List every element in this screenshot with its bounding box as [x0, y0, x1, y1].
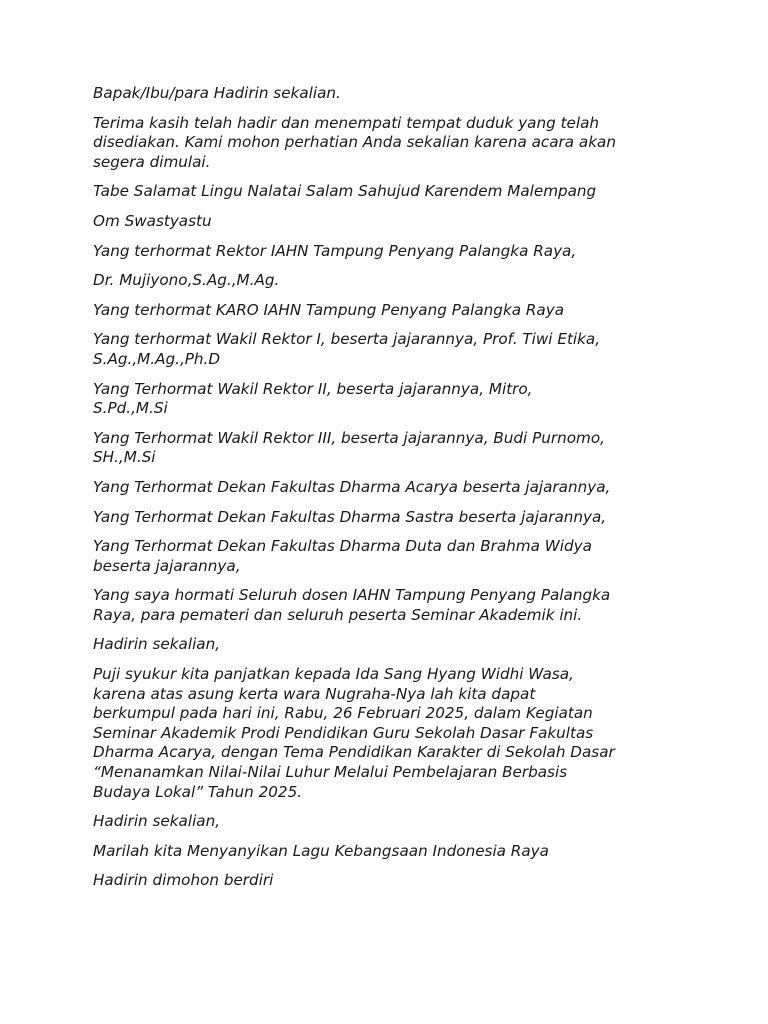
paragraph-hadirin-2: Hadirin sekalian, — [93, 812, 221, 831]
paragraph-thanks: Terima kasih telah hadir dan menempati tempat duduk yang telah disediakan. Kami mohon perhatian Anda sekalian karena acara akan segera dimulai. — [93, 113, 616, 171]
paragraph-dekan-duta: Yang Terhormat Dekan Fakultas Dharma Duta dan Brahma Widya beserta jajarannya, — [93, 537, 592, 575]
paragraph-wakil-rektor-1: Yang terhormat Wakil Rektor I, beserta jajarannya, Prof. Tiwi Etika, S.Ag.,M.Ag.,Ph.D — [93, 330, 601, 368]
paragraph-tabe-salamat: Tabe Salamat Lingu Nalatai Salam Sahujud Karendem Malempang — [93, 182, 597, 201]
paragraph-berdiri: Hadirin dimohon berdiri — [93, 871, 274, 890]
paragraph-karo: Yang terhormat KARO IAHN Tampung Penyang Palangka Raya — [93, 300, 565, 319]
paragraph-rektor: Yang terhormat Rektor IAHN Tampung Penyang Palangka Raya, — [93, 241, 577, 260]
paragraph-greeting: Bapak/Ibu/para Hadirin sekalian. — [93, 84, 341, 102]
paragraph-dosen: Yang saya hormati Seluruh dosen IAHN Tampung Penyang Palangka Raya, para pemateri dan seluruh peserta Seminar Akademik ini. — [93, 586, 611, 624]
paragraph-dekan-acarya: Yang Terhormat Dekan Fakultas Dharma Acarya beserta jajarannya, — [93, 477, 611, 496]
paragraph-puji-syukur: Puji syukur kita panjatkan kepada Ida Sang Hyang Widhi Wasa, karena atas asung kerta wara Nugraha-Nya lah kita dapat berkumpul pada hari ini, Rabu, 26 Februari 2025, dalam Kegiatan Seminar Akademik Prodi Pendidikan Guru Sekolah Dasar Fakultas Dharma Acarya, dengan Tema Pendidikan Karakter di Sekolah Dasar “Menanamkan Nilai-Nilai Luhur Melalui Pembelajaran Berbasis Budaya Lokal” Tahun 2025. — [93, 665, 615, 801]
paragraph-om-swastyastu: Om Swastyastu — [93, 211, 212, 230]
paragraph-wakil-rektor-2: Yang Terhormat Wakil Rektor II, beserta jajarannya, Mitro, S.Pd.,M.Si — [93, 379, 533, 418]
paragraph-lagu-kebangsaan: Marilah kita Menyanyikan Lagu Kebangsaan Indonesia Raya — [93, 841, 549, 860]
paragraph-rektor-name: Dr. Mujiyono,S.Ag.,M.Ag. — [93, 271, 280, 290]
paragraph-hadirin-1: Hadirin sekalian, — [93, 635, 221, 654]
paragraph-wakil-rektor-3: Yang Terhormat Wakil Rektor III, beserta jajarannya, Budi Purnomo, SH.,M.Si — [93, 428, 605, 467]
paragraph-dekan-sastra: Yang Terhormat Dekan Fakultas Dharma Sastra beserta jajarannya, — [93, 507, 607, 526]
document-body — [93, 84, 693, 901]
